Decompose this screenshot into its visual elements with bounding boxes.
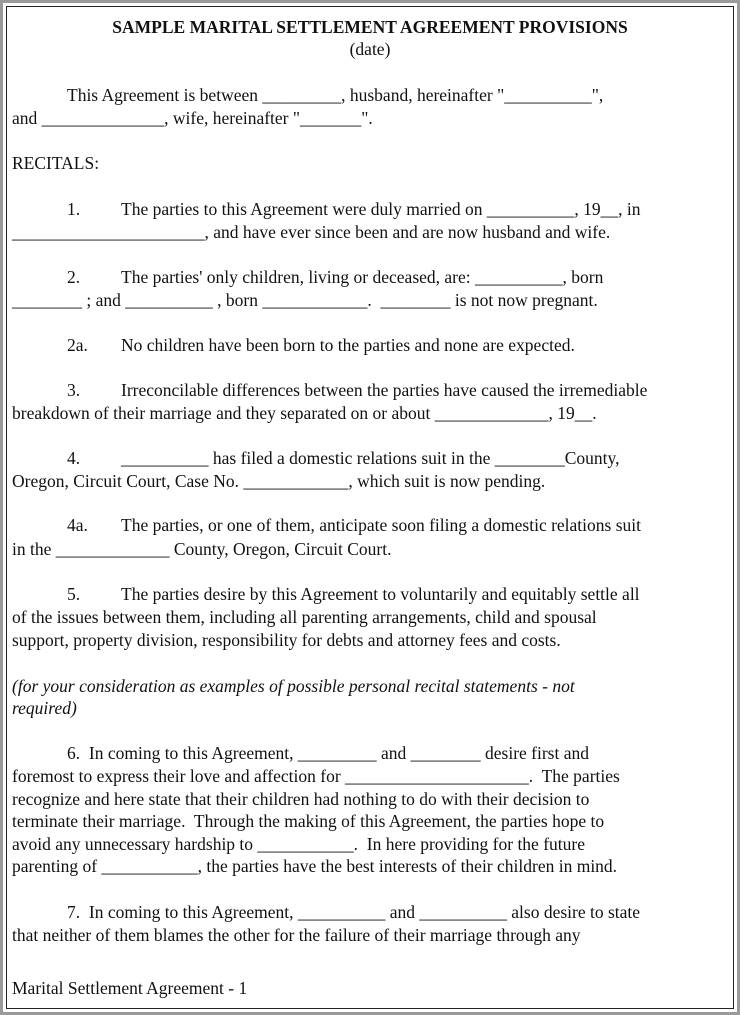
paragraph-text: required) xyxy=(12,698,77,718)
paragraph-text: breakdown of their marriage and they separated on or about _____________, 19__. xyxy=(12,403,597,423)
paragraph-number: 4a. xyxy=(67,515,88,535)
paragraph-text: recognize and here state that their children had nothing to do with their decision to xyxy=(12,789,590,809)
paragraph-number: 3. xyxy=(67,380,81,400)
paragraph-text: Oregon, Circuit Court, Case No. ____________, which suit is now pending. xyxy=(12,471,546,491)
paragraph-text: 6. In coming to this Agreement, _________ and ________ desire first and xyxy=(67,743,590,763)
paragraph-text: foremost to express their love and affection for _____________________. The parties xyxy=(12,766,620,786)
paragraph-text: No children have been born to the parties and none are expected. xyxy=(121,335,575,355)
paragraph-text: terminate their marriage. Through the making of this Agreement, the parties hope to xyxy=(12,811,605,831)
paragraph-text: ________ ; and __________ , born ____________. ________ is not now pregnant. xyxy=(12,290,598,310)
paragraph-text: The parties desire by this Agreement to voluntarily and equitably settle all xyxy=(121,584,640,604)
paragraph-text: This Agreement is between _________, husband, hereinafter "__________", xyxy=(67,85,604,105)
paragraph-number: 2. xyxy=(67,267,81,287)
document-date: (date) xyxy=(349,39,391,59)
paragraph-text: Irreconcilable differences between the parties have caused the irremediable xyxy=(121,380,648,400)
paragraph-text: in the _____________ County, Oregon, Circuit Court. xyxy=(12,539,392,559)
paragraph-text: ______________________, and have ever since been and are now husband and wife. xyxy=(12,222,611,242)
paragraph-text: that neither of them blames the other for the failure of their marriage through any xyxy=(12,925,581,945)
paragraph-number: 1. xyxy=(67,199,81,219)
document-title: SAMPLE MARITAL SETTLEMENT AGREEMENT PROVISIONS xyxy=(112,17,628,37)
paragraph-text: __________ has filed a domestic relations suit in the ________County, xyxy=(121,448,620,468)
paragraph-text: avoid any unnecessary hardship to ___________. In here providing for the future xyxy=(12,834,585,854)
paragraph-text: The parties' only children, living or deceased, are: __________, born xyxy=(121,267,604,287)
paragraph-text: (for your consideration as examples of possible personal recital statements - not xyxy=(12,676,575,696)
paragraph-number: 4. xyxy=(67,448,81,468)
paragraph-text: The parties to this Agreement were duly married on __________, 19__, in xyxy=(121,199,641,219)
paragraph-number: 5. xyxy=(67,584,81,604)
paragraph-text: RECITALS: xyxy=(12,153,100,173)
paragraph-number: 2a. xyxy=(67,335,88,355)
page-footer: Marital Settlement Agreement - 1 xyxy=(12,978,248,998)
paragraph-text: parenting of ___________, the parties have the best interests of their children in mind. xyxy=(12,856,618,876)
paragraph-text: of the issues between them, including all parenting arrangements, child and spousal xyxy=(12,607,597,627)
paragraph-text: support, property division, responsibility for debts and attorney fees and costs. xyxy=(12,630,561,650)
paragraph-text: 7. In coming to this Agreement, __________ and __________ also desire to state xyxy=(67,902,641,922)
paragraph-text: and ______________, wife, hereinafter "_______". xyxy=(12,108,373,128)
paragraph-text: The parties, or one of them, anticipate soon filing a domestic relations suit xyxy=(121,515,642,535)
